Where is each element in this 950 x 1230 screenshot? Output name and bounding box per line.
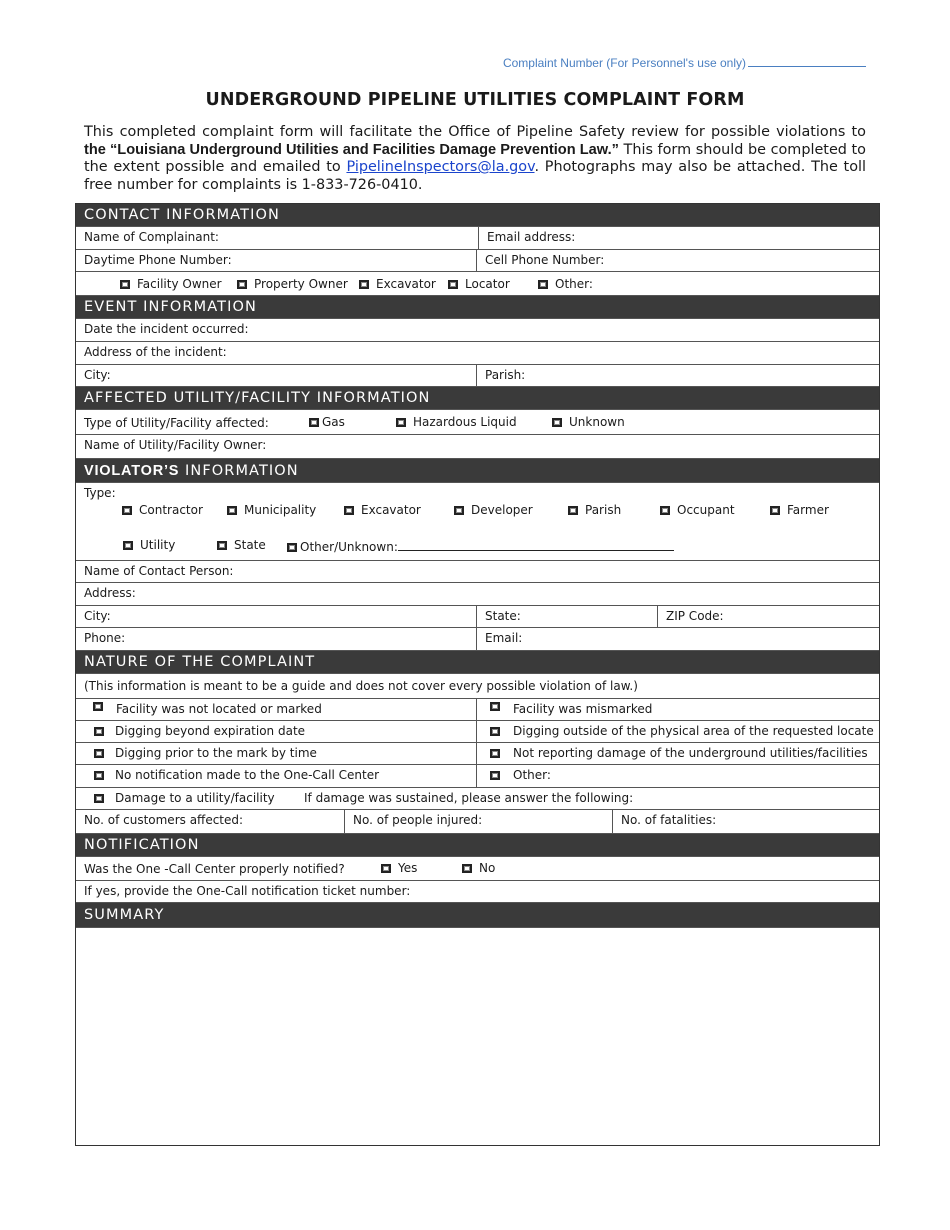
- nature-no-notification[interactable]: No notification made to the One-Call Center: [76, 765, 476, 787]
- section-header-violator: VIOLATOR’S INFORMATION: [76, 459, 879, 483]
- page-title: UNDERGROUND PIPELINE UTILITIES COMPLAINT FORM: [205, 90, 745, 110]
- role-property-owner[interactable]: Property Owner: [237, 277, 348, 291]
- daytime-phone-field[interactable]: Daytime Phone Number:: [84, 253, 232, 267]
- facility-type-label: Type of Utility/Facility affected:: [84, 416, 269, 430]
- violator-contact-field[interactable]: Name of Contact Person:: [84, 564, 234, 578]
- section-header-summary: SUMMARY: [76, 903, 879, 928]
- section-header-facility: AFFECTED UTILITY/FACILITY INFORMATION: [76, 387, 879, 410]
- checkbox-icon[interactable]: [227, 506, 237, 515]
- nature-not-located[interactable]: Facility was not located or marked: [76, 699, 476, 720]
- checkbox-icon[interactable]: [94, 749, 104, 758]
- cell-phone-field[interactable]: Cell Phone Number:: [476, 250, 879, 271]
- role-other[interactable]: Other:: [538, 277, 593, 291]
- intro-paragraph: This completed complaint form will facilitate the Office of Pipeline Safety review for possible violations to the “Louisiana Underground Utilities and Facilities Damage Prevention Law.” This form should be completed to the extent possible and emailed to PipelineInspectors@la.gov. Photographs may also be attached. The toll free number for complaints is 1-833-726-0410.: [84, 124, 867, 193]
- complaint-number-label: Complaint Number (For Personnel's use only): [503, 56, 866, 70]
- other-unknown-line[interactable]: [398, 538, 674, 551]
- facility-type-gas[interactable]: Gas: [309, 415, 345, 429]
- row-violator-contact: [76, 561, 879, 583]
- email-link[interactable]: PipelineInspectors@la.gov: [346, 159, 535, 176]
- nature-prior-to-mark[interactable]: Digging prior to the mark by time: [76, 743, 476, 764]
- notified-yes[interactable]: Yes: [381, 861, 417, 875]
- violator-type-parish[interactable]: Parish: [568, 503, 621, 517]
- fatalities-field[interactable]: No. of fatalities:: [612, 810, 879, 833]
- violator-type-farmer[interactable]: Farmer: [770, 503, 829, 517]
- violator-phone-field[interactable]: Phone:: [84, 631, 126, 645]
- row-notification-question: [76, 857, 879, 881]
- checkbox-icon[interactable]: [568, 506, 578, 515]
- role-locator[interactable]: Locator: [448, 277, 510, 291]
- checkbox-icon[interactable]: [381, 864, 391, 873]
- row-nature-1: [76, 699, 879, 721]
- checkbox-icon[interactable]: [120, 280, 130, 289]
- one-call-question: Was the One -Call Center properly notified?: [84, 862, 345, 876]
- facility-type-unknown[interactable]: Unknown: [552, 415, 625, 429]
- violator-address-field[interactable]: Address:: [84, 586, 136, 600]
- ticket-number-field[interactable]: If yes, provide the One-Call notification ticket number:: [84, 884, 411, 898]
- row-facility-type: [76, 411, 879, 435]
- role-excavator[interactable]: Excavator: [359, 277, 436, 291]
- checkbox-icon[interactable]: [123, 541, 133, 550]
- section-header-contact: CONTACT INFORMATION: [76, 204, 879, 227]
- violator-zip-field[interactable]: ZIP Code:: [657, 606, 879, 627]
- complaint-form: [75, 203, 880, 1146]
- violator-type-developer[interactable]: Developer: [454, 503, 533, 517]
- checkbox-icon[interactable]: [309, 418, 319, 427]
- checkbox-icon[interactable]: [538, 280, 548, 289]
- checkbox-icon[interactable]: [237, 280, 247, 289]
- row-nature-damage: [76, 788, 879, 810]
- violator-type-excavator[interactable]: Excavator: [344, 503, 421, 517]
- row-violator-phone: [76, 628, 879, 651]
- row-facility-owner: [76, 435, 879, 459]
- violator-type-municipality[interactable]: Municipality: [227, 503, 316, 517]
- violator-type-other[interactable]: Other/Unknown:: [287, 538, 674, 554]
- summary-textarea[interactable]: [76, 928, 879, 1145]
- row-nature-counts: [76, 810, 879, 834]
- facility-owner-field[interactable]: Name of Utility/Facility Owner:: [84, 438, 267, 452]
- row-complainant: [76, 227, 879, 250]
- checkbox-icon[interactable]: [287, 543, 297, 552]
- checkbox-icon[interactable]: [552, 418, 562, 427]
- section-header-event: EVENT INFORMATION: [76, 296, 879, 319]
- role-facility-owner[interactable]: Facility Owner: [120, 277, 222, 291]
- people-injured-field[interactable]: No. of people injured:: [344, 810, 612, 833]
- checkbox-icon[interactable]: [448, 280, 458, 289]
- row-violator-city: [76, 606, 879, 628]
- violator-email-field[interactable]: Email:: [476, 628, 879, 650]
- row-notification-ticket: [76, 881, 879, 903]
- violator-city-field[interactable]: City:: [84, 609, 111, 623]
- checkbox-icon[interactable]: [94, 727, 104, 736]
- checkbox-icon[interactable]: [94, 771, 104, 780]
- damage-note: If damage was sustained, please answer the following:: [304, 791, 634, 805]
- checkbox-icon[interactable]: [217, 541, 227, 550]
- complainant-email-field[interactable]: Email address:: [478, 227, 879, 249]
- checkbox-icon[interactable]: [660, 506, 670, 515]
- row-nature-3: [76, 743, 879, 765]
- row-nature-note: [76, 674, 879, 699]
- checkbox-icon[interactable]: [490, 771, 500, 780]
- nature-mismarked[interactable]: Facility was mismarked: [476, 699, 879, 720]
- row-event-date: [76, 319, 879, 342]
- checkbox-icon[interactable]: [462, 864, 472, 873]
- section-header-notification: NOTIFICATION: [76, 834, 879, 857]
- row-nature-4: [76, 765, 879, 788]
- nature-beyond-expiration[interactable]: Digging beyond expiration date: [76, 721, 476, 742]
- violator-type-occupant[interactable]: Occupant: [660, 503, 735, 517]
- checkbox-icon[interactable]: [490, 727, 500, 736]
- facility-type-hazardous-liquid[interactable]: Hazardous Liquid: [396, 415, 517, 429]
- checkbox-icon[interactable]: [490, 702, 500, 711]
- row-complainant-role: [76, 272, 879, 296]
- checkbox-icon[interactable]: [454, 506, 464, 515]
- checkbox-icon[interactable]: [396, 418, 406, 427]
- law-name: the “Louisiana Underground Utilities and Facilities Damage Prevention Law.”: [84, 141, 619, 158]
- checkbox-icon[interactable]: [770, 506, 780, 515]
- section-header-nature: NATURE OF THE COMPLAINT: [76, 651, 879, 674]
- row-nature-2: [76, 721, 879, 743]
- checkbox-icon[interactable]: [344, 506, 354, 515]
- complaint-number-field[interactable]: [748, 56, 866, 67]
- violator-state-field[interactable]: State:: [476, 606, 657, 627]
- nature-note: (This information is meant to be a guide and does not cover every possible violation of law.): [84, 679, 638, 693]
- violator-type-contractor[interactable]: Contractor: [122, 503, 203, 517]
- violator-type-utility[interactable]: Utility: [123, 538, 175, 552]
- violator-type-state[interactable]: State: [217, 538, 266, 552]
- nature-outside-area[interactable]: Digging outside of the physical area of the requested locate: [476, 721, 879, 742]
- row-event-address: [76, 342, 879, 365]
- checkbox-icon[interactable]: [490, 749, 500, 758]
- notified-no[interactable]: No: [462, 861, 495, 875]
- customers-affected-field[interactable]: No. of customers affected:: [84, 813, 244, 827]
- row-event-city: [76, 365, 879, 387]
- row-violator-type: [76, 483, 879, 561]
- nature-damage[interactable]: Damage to a utility/facility: [76, 788, 306, 809]
- nature-not-reporting[interactable]: Not reporting damage of the underground utilities/facilities: [476, 743, 879, 764]
- row-phones: [76, 250, 879, 272]
- checkbox-icon[interactable]: [359, 280, 369, 289]
- checkbox-icon[interactable]: [122, 506, 132, 515]
- incident-city-field[interactable]: City:: [84, 368, 111, 382]
- violator-type-label: Type:: [84, 486, 116, 500]
- nature-other[interactable]: Other:: [476, 765, 879, 787]
- complainant-name-field[interactable]: Name of Complainant:: [84, 230, 219, 244]
- incident-date-field[interactable]: Date the incident occurred:: [84, 322, 249, 336]
- incident-parish-field[interactable]: Parish:: [476, 365, 879, 386]
- row-violator-address: [76, 583, 879, 606]
- checkbox-icon[interactable]: [94, 794, 104, 803]
- checkbox-icon[interactable]: [93, 702, 103, 711]
- incident-address-field[interactable]: Address of the incident:: [84, 345, 227, 359]
